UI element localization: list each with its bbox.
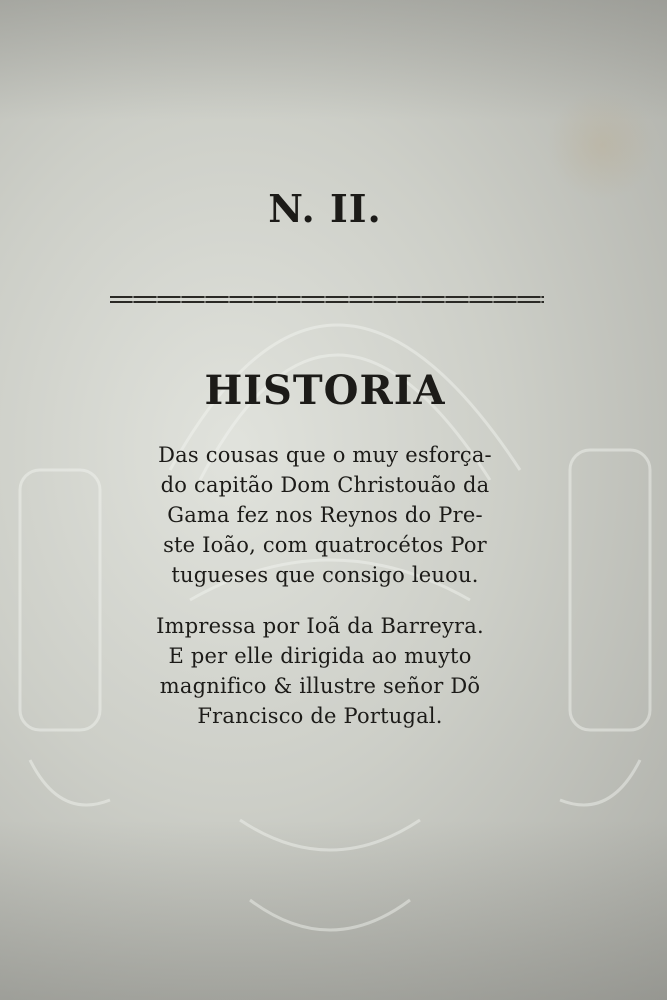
- section-number: N. II.: [268, 186, 382, 231]
- text-line: do capitão Dom Christouão da: [160, 473, 490, 497]
- page-shadow-bottom: [0, 820, 667, 1000]
- text-line: Francisco de Portugal.: [197, 704, 443, 728]
- title-heading: HISTORIA: [204, 367, 446, 414]
- text-line: Gama fez nos Reynos do Pre-: [167, 503, 483, 527]
- paper-stain: [547, 90, 657, 200]
- text-line: Das cousas que o muy esforça-: [158, 443, 492, 467]
- imprint-statement: [115, 611, 525, 731]
- text-line: E per elle dirigida ao muyto: [168, 644, 472, 668]
- text-line: tugueses que consigo leuou.: [171, 563, 479, 587]
- title-description: [120, 440, 530, 590]
- text-line: magnifico & illustre señor Dõ: [159, 674, 481, 698]
- text-line: ste Ioão, com quatrocétos Por: [163, 533, 487, 557]
- text-line: Impressa por Ioã da Barreyra.: [156, 614, 484, 638]
- double-rule-divider: [110, 296, 544, 304]
